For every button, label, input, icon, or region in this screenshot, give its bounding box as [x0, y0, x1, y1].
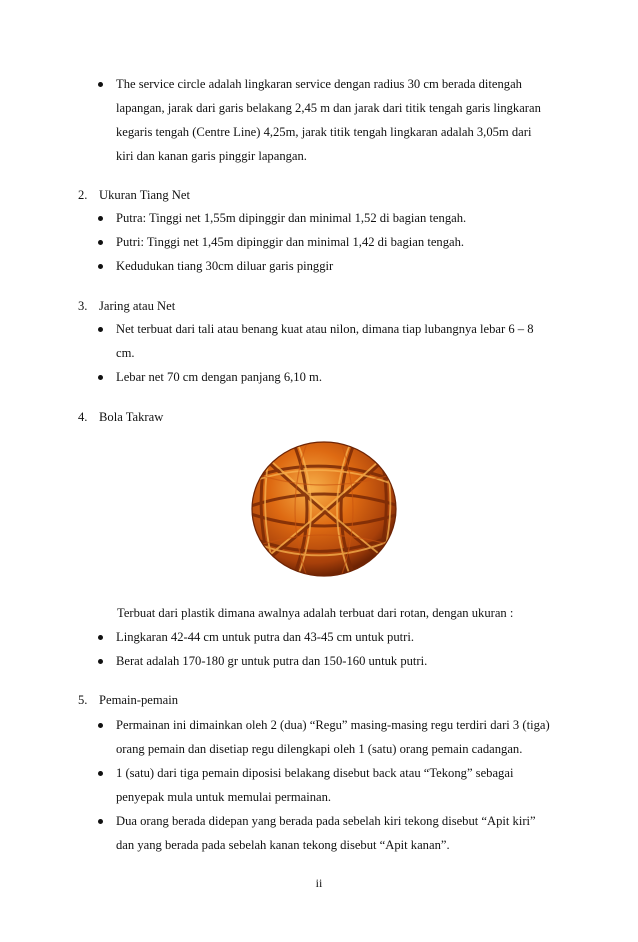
s5-bullet-1-line-1: Permainan ini dimainkan oleh 2 (dua) “Regu” masing-masing regu terdiri dari 3 (tiga) [116, 718, 550, 732]
bullet-dot [98, 82, 103, 87]
s4-bullet-2: Berat adalah 170-180 gr untuk putra dan 150-160 untuk putri. [116, 654, 428, 668]
bullet-dot [98, 264, 103, 269]
s5-number: 5. [78, 693, 88, 707]
s2-number: 2. [78, 188, 88, 202]
s5-bullet-1-line-2: orang pemain dan disetiap regu dilengkapi oleh 1 (satu) orang pemain cadangan. [116, 742, 523, 756]
bullet-dot [98, 375, 103, 380]
s5-bullet-3-line-2: dan yang berada pada sebelah kanan tekong disebut “Apit kanan”. [116, 838, 450, 852]
s3-bullet-1-line-1: Net terbuat dari tali atau benang kuat atau nilon, dimana tiap lubangnya lebar 6 – 8 [116, 322, 534, 336]
bullet-dot [98, 216, 103, 221]
bullet-dot [98, 635, 103, 640]
s5-bullet-2-line-1: 1 (satu) dari tiga pemain diposisi belakang disebut back atau “Tekong” sebagai [116, 766, 514, 780]
s1-line-1: The service circle adalah lingkaran service dengan radius 30 cm berada ditengah [116, 77, 522, 91]
s4-intro: Terbuat dari plastik dimana awalnya adalah terbuat dari rotan, dengan ukuran : [117, 606, 514, 620]
s3-number: 3. [78, 299, 88, 313]
s1-line-3: kegaris tengah (Centre Line) 4,25m, jarak titik tengah lingkaran adalah 3,05m dari [116, 125, 532, 139]
s1-line-2: lapangan, jarak dari garis belakang 2,45 m dan jarak dari titik tengah garis lingkaran [116, 101, 541, 115]
s4-bullet-1: Lingkaran 42-44 cm untuk putra dan 43-45 cm untuk putri. [116, 630, 414, 644]
s2-bullet-2: Putri: Tinggi net 1,45m dipinggir dan minimal 1,42 di bagian tengah. [116, 235, 465, 249]
bullet-dot [98, 723, 103, 728]
bullet-dot [98, 659, 103, 664]
s4-title: Bola Takraw [99, 410, 164, 424]
s3-title: Jaring atau Net [99, 299, 176, 313]
s5-bullet-2-line-2: penyepak mula untuk memulai permainan. [116, 790, 332, 804]
bullet-dot [98, 819, 103, 824]
takraw-ball-image [250, 440, 398, 578]
s5-title: Pemain-pemain [99, 693, 179, 707]
s3-bullet-1-line-2: cm. [116, 346, 135, 360]
s1-line-4: kiri dan kanan garis pinggir lapangan. [116, 149, 307, 163]
s2-title: Ukuran Tiang Net [99, 188, 190, 202]
s2-bullet-3: Kedudukan tiang 30cm diluar garis pinggir [116, 259, 334, 273]
takraw-ball-icon [250, 440, 398, 578]
s4-number: 4. [78, 410, 88, 424]
page-number: ii [315, 876, 323, 890]
bullet-dot [98, 240, 103, 245]
s5-bullet-3-line-1: Dua orang berada didepan yang berada pada sebelah kiri tekong disebut “Apit kiri” [116, 814, 536, 828]
s3-bullet-2: Lebar net 70 cm dengan panjang 6,10 m. [116, 370, 322, 384]
s2-bullet-1: Putra: Tinggi net 1,55m dipinggir dan minimal 1,52 di bagian tengah. [116, 211, 467, 225]
bullet-dot [98, 771, 103, 776]
bullet-dot [98, 327, 103, 332]
